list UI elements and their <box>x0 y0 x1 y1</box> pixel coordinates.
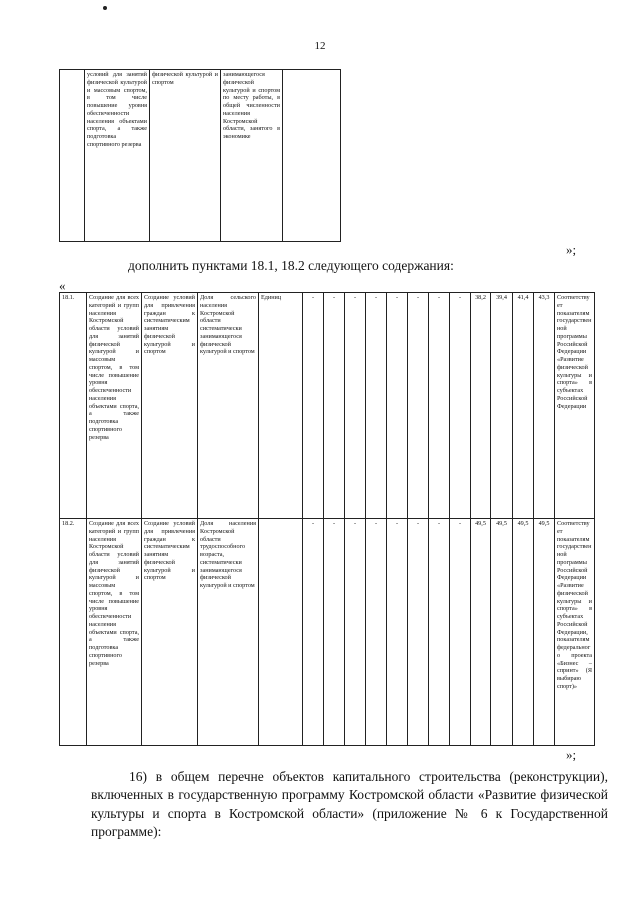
table-cell: Единиц <box>259 293 303 519</box>
table-cell: Создание для всех категорий и групп населения Костромской области условий для занятий физической культурой и массовым спортом, в том числе повышение уровня обеспеченности населения объектами спорта, а также подготовка спортивного резерва <box>87 519 142 746</box>
table-cell: - <box>303 293 324 519</box>
opening-quote: « <box>59 278 66 293</box>
table-cell: 49,5 <box>513 519 534 746</box>
page-number: 12 <box>314 40 326 52</box>
table-row <box>60 70 341 242</box>
table-cell: - <box>450 519 471 746</box>
table-cell: занимающегося физической культурой и спортом по месту работы, в общей численности населения Костромской области, занятого в экономике <box>221 70 283 242</box>
table-row <box>60 519 595 746</box>
table-cell: 49,5 <box>491 519 513 746</box>
table-cell: - <box>366 293 387 519</box>
table-cell: - <box>408 293 429 519</box>
table-cell: - <box>345 519 366 746</box>
table-cell: - <box>387 293 408 519</box>
table-cell: Создание для всех категорий и групп населения Костромской области условий для занятий физической культурой и массовым спортом, в том числе повышение уровня обеспеченности населения объектами спорта, а также подготовка спортивного резерва <box>87 293 142 519</box>
table-cell: Соответствует показателям государственной программы Российской Федерации «Развитие физической культуры и спорта» в субъектах Российской Федерации <box>555 293 595 519</box>
table-cell: Доля населения Костромской области трудоспособного возраста, систематически занимающегося физической культурой и спортом <box>198 519 259 746</box>
indicators-table <box>59 292 595 746</box>
scan-dot <box>103 6 107 10</box>
closing-quote-1: »; <box>566 242 577 257</box>
table-cell: - <box>324 293 345 519</box>
table-cell: Создание условий для привлечения граждан к систематическим занятиям физической культурой и спортом <box>142 293 198 519</box>
table-row <box>60 293 595 519</box>
table-cell: 38,2 <box>471 293 491 519</box>
table-cell: 41,4 <box>513 293 534 519</box>
table-cell: 43,3 <box>534 293 555 519</box>
table-cell: - <box>303 519 324 746</box>
table-cell: 18.2. <box>60 519 87 746</box>
table-cell: - <box>408 519 429 746</box>
table-cell: - <box>450 293 471 519</box>
table-cell: 49,5 <box>471 519 491 746</box>
table-cell: - <box>345 293 366 519</box>
table-cell: - <box>387 519 408 746</box>
table-cell: физической культурой и спортом <box>150 70 221 242</box>
paragraph-16-text: 16) в общем перечне объектов капитального строительства (реконструкции), включенных в государственную программу Костромской области «Развитие физической культуры и спорта в Костромской области» (приложение № 6 к Государственной программе): <box>91 769 608 840</box>
paragraph-16 <box>91 768 608 841</box>
continuation-table <box>59 69 341 242</box>
table-cell: Соответствует показателям государственной программы Российской Федерации «Развитие физической культуры и спорта» в субъектах Российской Федерации, показателям федерального проекта «Бизнес – спринт» (Я выбираю спорт)» <box>555 519 595 746</box>
table-cell: 49,5 <box>534 519 555 746</box>
intro-text: дополнить пунктами 18.1, 18.2 следующего содержания: <box>128 258 454 273</box>
table-cell: - <box>429 519 450 746</box>
table-cell: условий для занятий физической культурой и массовым спортом, в том числе повышение уровня обеспеченности населения объектами спорта, а также подготовка спортивного резерва <box>85 70 150 242</box>
closing-quote-2: »; <box>566 747 577 762</box>
table-cell: - <box>366 519 387 746</box>
table-cell <box>283 70 341 242</box>
table-cell: Доля сельского населения Костромской области систематически занимающегося физической культурой и спортом <box>198 293 259 519</box>
table-cell: - <box>429 293 450 519</box>
table-cell <box>259 519 303 746</box>
table-cell <box>60 70 85 242</box>
table-cell: 18.1. <box>60 293 87 519</box>
table-cell: Создание условий для привлечения граждан к систематическим занятиям физической культурой и спортом <box>142 519 198 746</box>
table-cell: 39,4 <box>491 293 513 519</box>
table-cell: - <box>324 519 345 746</box>
